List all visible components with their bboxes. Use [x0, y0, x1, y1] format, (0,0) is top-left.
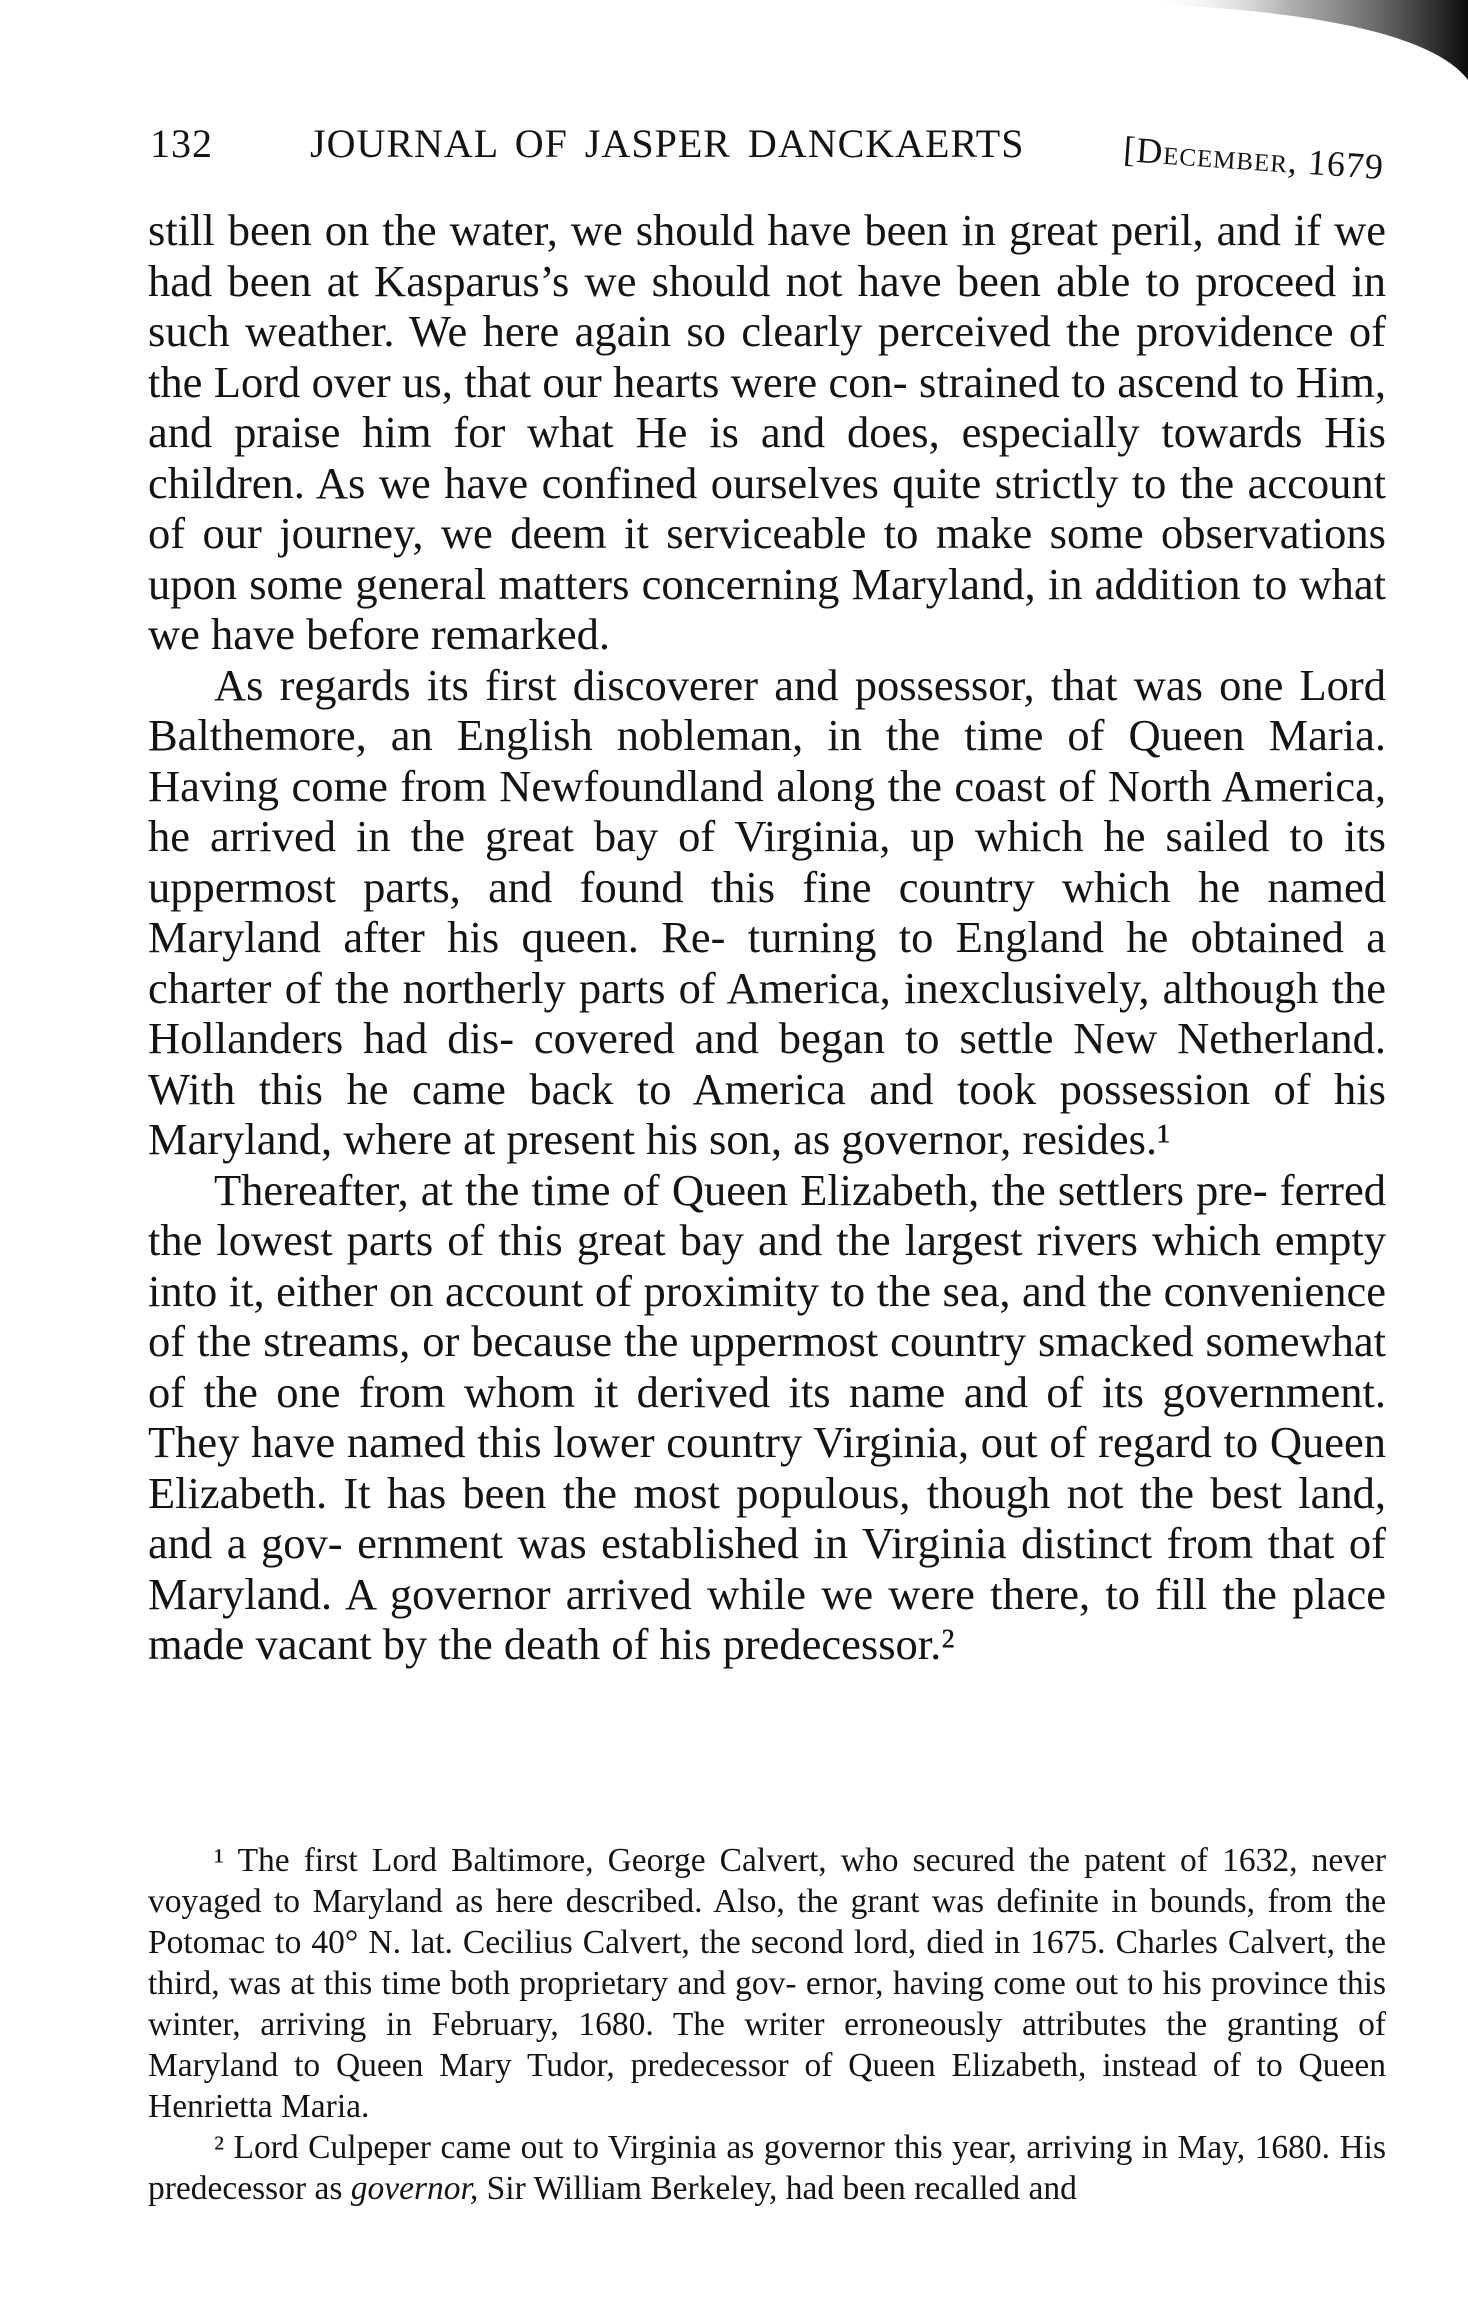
running-date: [December, 1679: [1122, 128, 1386, 188]
footnote-2-text-end: Sir William Berkeley, had been recalled and: [478, 2170, 1077, 2207]
paragraph-continued: still been on the water, we should have been in great peril, and if we had been at Kasparus’s we should not have been able to proceed in such weather. We here again so clearly perceived the providence of the Lord over us, that our hearts were con- strained to ascend to Him, and praise him for what He is and does, especially towards His children. As we have confined ourselves quite strictly to the account of our journey, we deem it serviceable to make some observations upon some general matters concerning Maryland, in addition to what we have before remarked.: [148, 205, 1386, 659]
footnote-2-italic-word: governor,: [350, 2170, 479, 2207]
running-title: JOURNAL OF JASPER DANCKAERTS: [310, 121, 1025, 166]
footnote-2-text-start: ² Lord Culpeper came out to Virginia as governor this year, arriving in May, 1680. His predecessor as: [148, 2129, 1386, 2207]
page-number: 132: [150, 121, 213, 166]
paragraph-first-discoverer: As regards its first discoverer and possessor, that was one Lord Balthemore, an English nobleman, in the time of Queen Maria. Having come from Newfoundland along the coast of North America, he arrived in the great bay of Virginia, up which he sailed to its uppermost parts, and found this fine country which he named Maryland after his queen. Re- turning to England he obtained a charter of the northerly parts of America, inexclusively, although the Hollanders had dis- covered and began to settle New Netherland. With this he came back to America and took possession of his Maryland, where at present his son, as governor, resides.¹: [148, 659, 1386, 1164]
footnote-1: ¹ The first Lord Baltimore, George Calvert, who secured the patent of 1632, never voyaged to Maryland as here described. Also, the grant was definite in bounds, from the Potomac to 40° N. lat. Cecilius Calvert, the second lord, died in 1675. Charles Calvert, the third, was at this time both proprietary and gov- ernor, having come out to his province this winter, arriving in February, 1680. The writer erroneously attributes the granting of Maryland to Queen Mary Tudor, predecessor of Queen Elizabeth, instead of to Queen Henrietta Maria.: [148, 1842, 1386, 2125]
running-head: [150, 108, 1390, 188]
footnotes: [148, 1840, 1386, 2209]
body-text: [148, 205, 1386, 1670]
footnote-2: [148, 2127, 1386, 2209]
paragraph-virginia: Thereafter, at the time of Queen Elizabeth, the settlers pre- ferred the lowest parts of this great bay and the largest rivers which empty into it, either on account of proximity to the sea, and the convenience of the streams, or because the uppermost country smacked somewhat of the one from whom it derived its name and of its government. They have named this lower country Virginia, out of regard to Queen Elizabeth. It has been the most populous, though not the best land, and a gov- ernment was established in Virginia distinct from that of Maryland. A governor arrived while we were there, to fill the place made vacant by the death of his predecessor.²: [148, 1164, 1386, 1669]
page-edge-shadow: [1138, 0, 1468, 80]
